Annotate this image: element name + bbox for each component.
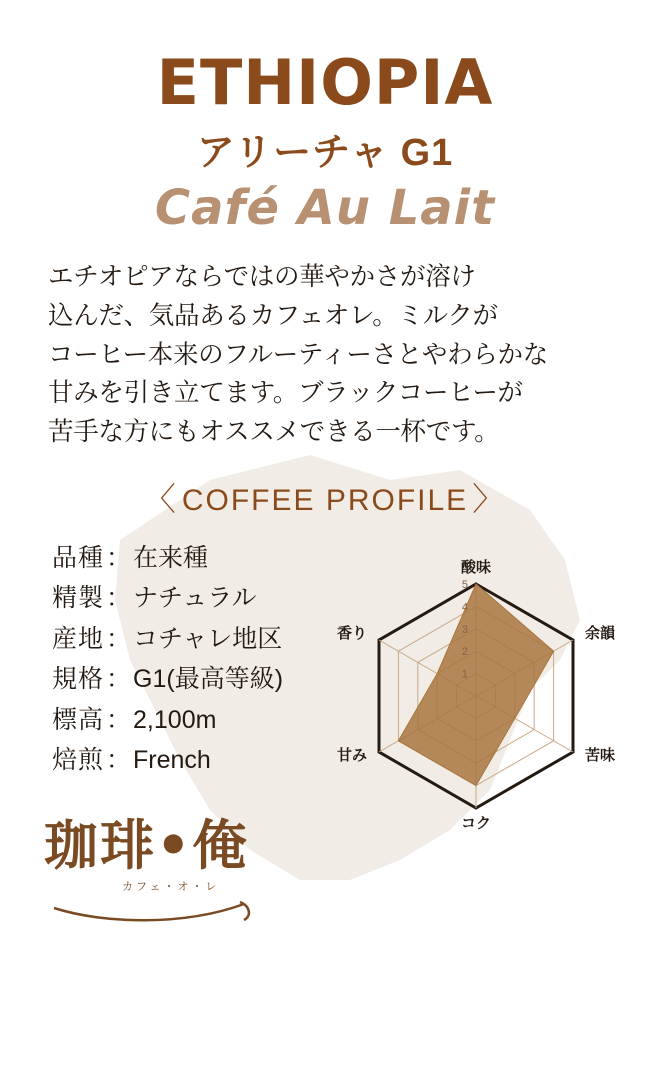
page-title-italic: Café Au Lait	[154, 180, 496, 237]
spec-row	[52, 578, 283, 619]
radar-tick-label: 5	[461, 578, 468, 591]
title-block	[0, 0, 650, 236]
brand-logo	[44, 812, 284, 938]
spec-label: 産地	[52, 624, 105, 653]
spec-label: 品種	[52, 543, 105, 572]
spec-value: French	[133, 746, 211, 775]
spec-value: 2,100m	[133, 705, 217, 734]
description-text	[48, 258, 610, 452]
description-line: エチオピアならではの華やかさが溶け	[48, 263, 476, 292]
radar-axis-label: 甘み	[336, 746, 367, 764]
brand-logo-text: 珈琲•俺	[44, 812, 249, 877]
logo-flourish-icon	[44, 890, 284, 930]
spec-value: コチャレ地区	[133, 624, 283, 653]
spec-row	[52, 740, 283, 781]
flavor-radar-chart	[316, 548, 636, 848]
radar-tick-label: 4	[461, 601, 468, 614]
radar-axis-label: 香り	[336, 624, 367, 642]
spec-colon: ：	[106, 746, 132, 775]
spec-label: 精製	[52, 584, 105, 613]
spec-row	[52, 700, 283, 741]
spec-colon: ：	[106, 543, 132, 572]
radar-tick-label: 1	[461, 668, 468, 681]
page-subtitle: アリーチャ G1	[196, 132, 454, 175]
radar-axis-label: コク	[460, 814, 492, 832]
brand-logo-subtext: カフェ・オ・レ	[122, 880, 220, 893]
spec-label: 規格	[52, 665, 105, 694]
page-title: ETHIOPIA	[156, 46, 494, 119]
spec-colon: ：	[106, 705, 132, 734]
bracket-right-icon: 〉	[472, 480, 507, 517]
coffee-profile-heading	[0, 474, 650, 520]
spec-value: 在来種	[133, 543, 209, 572]
spec-colon: ：	[106, 665, 132, 694]
radar-axis-label: 余韻	[585, 624, 616, 642]
radar-tick-label: 2	[461, 646, 468, 659]
spec-colon: ：	[106, 624, 132, 653]
description-line: 苦手な方にもオススメできる一杯です。	[48, 418, 500, 447]
radar-axis-label: 苦味	[585, 746, 616, 764]
spec-row	[52, 659, 283, 700]
spec-list	[52, 538, 283, 781]
description-line: 込んだ、気品あるカフェオレ。ミルクが	[48, 301, 498, 330]
spec-row	[52, 538, 283, 579]
radar-tick-label: 3	[461, 623, 468, 636]
description-line: コーヒー本来のフルーティーさとやわらかな	[48, 340, 548, 369]
bracket-left-icon: 〈	[143, 480, 178, 517]
spec-label: 標高	[52, 705, 105, 734]
spec-colon: ：	[106, 584, 132, 613]
radar-axis-label: 酸味	[460, 558, 492, 576]
spec-label: 焙煎	[52, 746, 105, 775]
spec-value: ナチュラル	[133, 584, 257, 613]
coffee-profile-label: COFFEE PROFILE	[181, 483, 469, 517]
description-line: 甘みを引き立てます。ブラックコーヒーが	[48, 379, 523, 408]
spec-row	[52, 619, 283, 660]
spec-value: G1(最高等級)	[133, 665, 284, 694]
